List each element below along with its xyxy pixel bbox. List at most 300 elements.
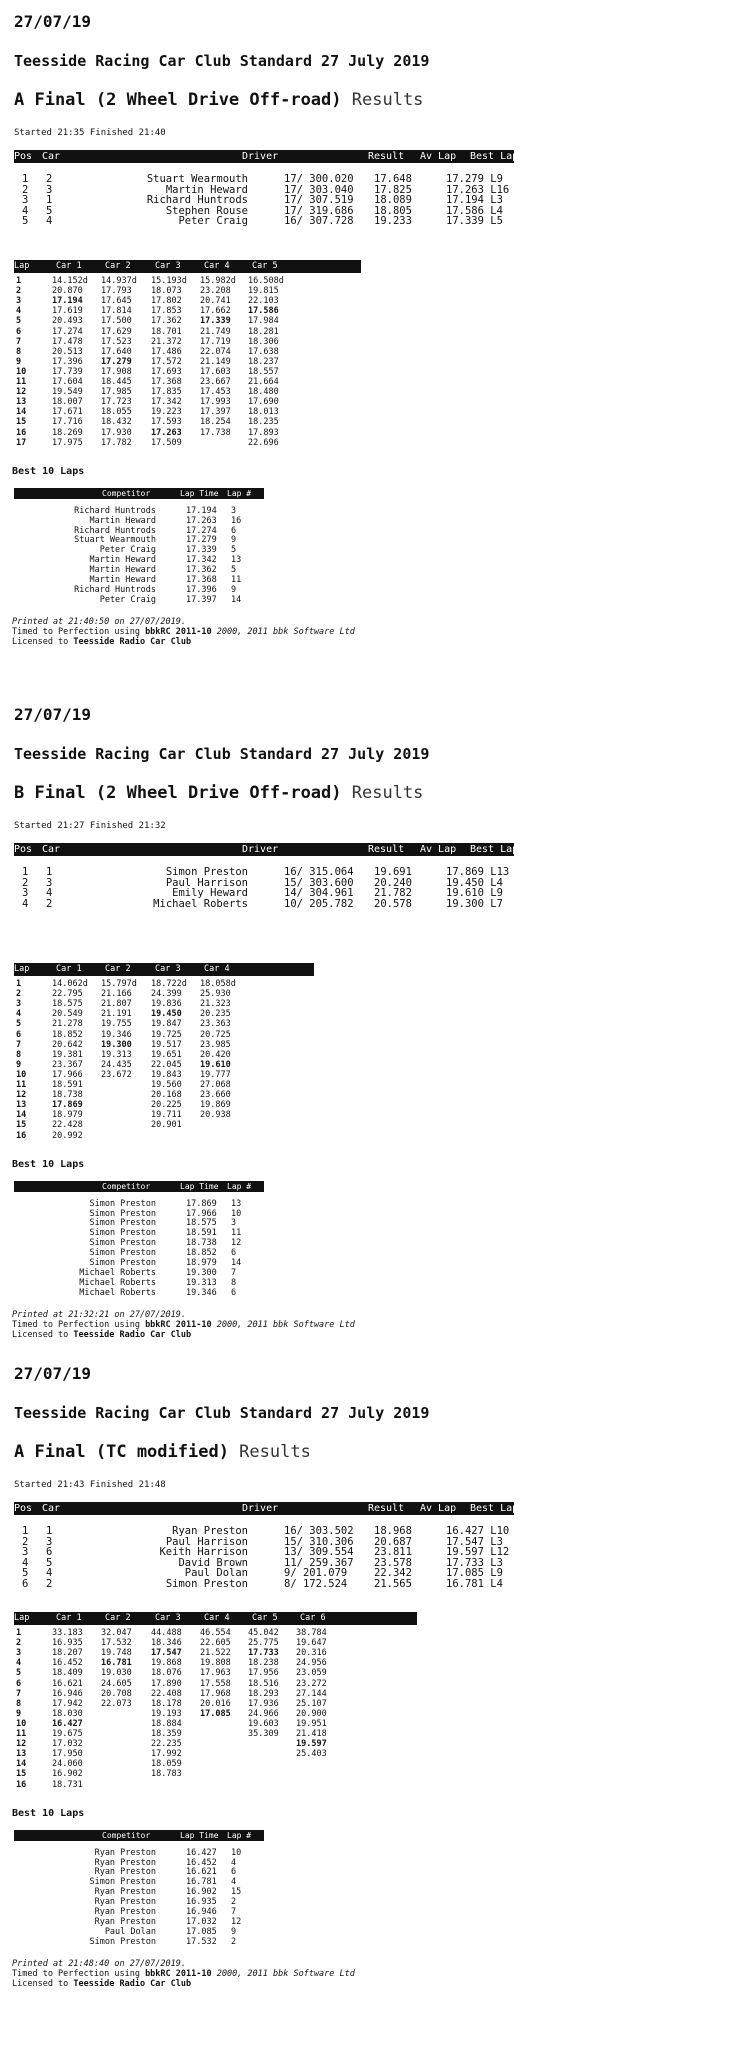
lap-time: 23.672: [101, 1069, 132, 1080]
licensee-name: Teesside Radio Car Club: [73, 1329, 192, 1340]
best-lap-number: 10: [231, 1847, 242, 1858]
lap-time: 17.942: [52, 1698, 83, 1709]
result-cell: 3: [46, 1535, 53, 1548]
car-col-header: Car 5: [252, 1613, 278, 1623]
result-cell: 1: [22, 866, 29, 878]
lap-row: [14, 397, 434, 407]
lap-row: [14, 1749, 434, 1759]
result-cell: Paul Harrison: [165, 1535, 248, 1548]
lap-number: 4: [16, 1658, 22, 1669]
results-col-header: Car: [42, 844, 61, 855]
results-col-header: Car: [42, 1503, 61, 1514]
lap-time: 17.908: [101, 366, 132, 377]
lap-time: 19.847: [151, 1019, 182, 1030]
best-lap-row: [0, 1268, 300, 1278]
lap-number: 12: [16, 387, 27, 398]
lap-time: 18.058d: [200, 979, 236, 989]
lap-row: [14, 1090, 434, 1100]
results-col-header: Pos: [14, 844, 33, 855]
lap-row: [14, 276, 434, 286]
best-lap-time: 17.279: [186, 535, 217, 546]
lap-time: 19.610: [200, 1059, 231, 1070]
lap-row: [14, 999, 434, 1009]
lap-number: 11: [16, 1080, 27, 1090]
result-cell: 17.339 L5: [446, 215, 503, 228]
result-row: [0, 888, 742, 899]
best-lap-number: 7: [231, 1267, 237, 1278]
best-lap-number: 13: [231, 555, 242, 566]
lap-number: 4: [16, 1009, 22, 1020]
lap-time: 16.452: [52, 1658, 83, 1669]
lap-time: 17.263: [151, 427, 182, 438]
lap-number: 1: [16, 276, 22, 286]
lap-time: 23.363: [200, 1019, 231, 1030]
lap-time: 19.748: [101, 1648, 132, 1659]
lap-number: 16: [16, 1130, 27, 1141]
lap-time: 17.963: [200, 1668, 231, 1679]
lap-time: 17.362: [151, 316, 182, 327]
lap-time: 17.890: [151, 1678, 182, 1689]
lap-time: 18.076: [151, 1668, 182, 1679]
lap-time: 20.420: [200, 1049, 231, 1060]
best-lap-row: [0, 595, 300, 605]
result-cell: 17.194 L3: [446, 194, 503, 207]
best-lap-number: 4: [231, 1857, 237, 1868]
lap-time: 22.408: [151, 1688, 182, 1699]
competitor-name: Ryan Preston: [94, 1867, 156, 1878]
result-cell: 16/ 307.728: [284, 215, 354, 228]
results-col-header: Pos: [14, 1503, 33, 1514]
result-cell: 5: [46, 1556, 53, 1569]
lap-number: 8: [16, 346, 22, 357]
lap-time: 27.068: [200, 1080, 231, 1090]
lap-time: 15.982d: [200, 276, 236, 286]
lap-time: 33.183: [52, 1628, 83, 1638]
lap-header-bar: [14, 1612, 417, 1625]
lap-time: 19.300: [101, 1039, 132, 1050]
result-cell: 5: [46, 204, 53, 217]
result-cell: 4: [46, 887, 53, 900]
lap-time: 18.030: [52, 1708, 83, 1719]
lap-time: 19.675: [52, 1729, 83, 1739]
best-lap-row: [0, 1248, 300, 1258]
result-cell: 9/ 201.079: [284, 1567, 348, 1580]
lap-number: 6: [16, 1029, 22, 1040]
lap-time: 20.168: [151, 1090, 182, 1101]
lap-time: 19.193: [151, 1708, 182, 1719]
lap-time: 17.739: [52, 366, 83, 377]
result-cell: 17/ 319.686: [284, 204, 354, 217]
lap-time: 18.884: [151, 1718, 182, 1729]
lap-number: 10: [16, 1718, 27, 1729]
best-lap-number: 13: [231, 1198, 242, 1209]
printed-line: Printed at 21:32:21 on 27/07/2019.: [12, 1309, 186, 1320]
car-col-header: Car 3: [155, 1613, 181, 1623]
best-lap-time: 19.346: [186, 1287, 217, 1298]
lap-number: 1: [16, 1628, 22, 1638]
results-col-header: Best Lap: [470, 1503, 519, 1514]
result-cell: 19.691: [374, 866, 412, 878]
lap-time: 18.409: [52, 1668, 83, 1679]
lap-time: 35.309: [248, 1729, 279, 1739]
lap-time: 20.642: [52, 1039, 83, 1050]
best-lap-time: 18.591: [186, 1228, 217, 1239]
final-name: B Final (2 Wheel Drive Off-road): [14, 783, 352, 803]
licensed-line: [12, 1979, 355, 1989]
lap-time: 16.902: [52, 1769, 83, 1780]
lap-time: 16.508d: [248, 276, 284, 286]
lap-row: [14, 1719, 434, 1729]
lap-row: [14, 1699, 434, 1709]
result-cell: Paul Harrison: [165, 876, 248, 889]
lap-row: [14, 1070, 434, 1080]
lap-time: 23.059: [296, 1668, 327, 1679]
lap-row: [14, 327, 434, 337]
lap-time: 17.956: [248, 1668, 279, 1679]
lap-row: [14, 1080, 434, 1090]
lap-time: 20.493: [52, 316, 83, 327]
best-lap-time: 17.194: [186, 505, 217, 516]
result-cell: 2: [46, 1578, 53, 1590]
lap-time: 18.073: [151, 286, 182, 297]
best-laps-header-bar: [14, 1830, 264, 1841]
result-cell: 17.279 L9: [446, 173, 503, 185]
lap-number: 7: [16, 1039, 22, 1050]
lap-time: 17.638: [248, 346, 279, 357]
lap-time: 19.755: [101, 1019, 132, 1030]
best-lap-number: 3: [231, 505, 237, 516]
results-header-bar: [14, 843, 519, 856]
lap-time: 17.368: [151, 377, 182, 387]
lap-time: 44.488: [151, 1628, 182, 1638]
lap-row: [14, 1769, 434, 1779]
lap-time: 17.486: [151, 346, 182, 357]
lap-time: 17.604: [52, 377, 83, 387]
lap-number: 5: [16, 1668, 22, 1679]
best-laps-col-header: Lap Time: [180, 1830, 219, 1840]
lap-time: 20.870: [52, 286, 83, 297]
result-cell: 4: [22, 204, 29, 217]
lap-row: [14, 1679, 434, 1689]
lap-col-header: Lap: [14, 964, 30, 974]
best-lap-row: [0, 535, 300, 545]
competitor-name: Ryan Preston: [94, 1916, 156, 1927]
results-label: Results: [351, 90, 424, 110]
lap-number: 9: [16, 1708, 22, 1719]
lap-row: [14, 407, 434, 417]
lap-number: 15: [16, 417, 27, 428]
lap-time: 17.640: [101, 346, 132, 357]
results-col-header: Result: [368, 844, 405, 855]
lap-number: 10: [16, 1069, 27, 1080]
lap-row: [14, 337, 434, 347]
lap-time: 19.603: [248, 1718, 279, 1729]
best-lap-number: 11: [231, 1228, 242, 1239]
licensee-name: Teesside Radio Car Club: [73, 1978, 192, 1989]
lap-time: 17.532: [101, 1638, 132, 1649]
best-laps-col-header: Competitor: [102, 1830, 151, 1840]
lap-time: 18.346: [151, 1638, 182, 1649]
result-row: [0, 206, 742, 217]
best-lap-row: [0, 1927, 300, 1937]
result-cell: 17.547 L3: [446, 1535, 503, 1548]
lap-time: 17.671: [52, 407, 83, 418]
best-lap-number: 6: [231, 525, 237, 536]
best-lap-time: 17.362: [186, 565, 217, 576]
competitor-name: Simon Preston: [89, 1248, 156, 1259]
lap-time: 18.852: [52, 1029, 83, 1040]
lap-time: 17.586: [248, 306, 279, 317]
lap-time: 17.509: [151, 437, 182, 448]
lap-time: 17.342: [151, 397, 182, 408]
lap-time: 17.619: [52, 306, 83, 317]
lap-time: 25.107: [296, 1698, 327, 1709]
car-col-header: Car 5: [252, 261, 278, 271]
start-finish-times: Started 21:43 Finished 21:48: [14, 1480, 166, 1490]
lap-time: 17.716: [52, 417, 83, 428]
lap-row: [14, 428, 434, 438]
best-lap-time: 19.300: [186, 1267, 217, 1278]
result-cell: Michael Roberts: [153, 897, 248, 910]
lap-number: 15: [16, 1120, 27, 1131]
lap-time: 19.549: [52, 387, 83, 398]
result-cell: 5: [22, 1567, 29, 1580]
result-cell: 16/ 315.064: [284, 866, 354, 878]
final-title: [14, 783, 423, 803]
lap-time: 19.381: [52, 1049, 83, 1060]
result-cell: 1: [22, 173, 29, 185]
lap-time: 27.144: [296, 1688, 327, 1699]
result-cell: Simon Preston: [165, 866, 248, 878]
results-label: Results: [239, 1442, 311, 1462]
lap-row: [14, 438, 434, 448]
lap-time: 19.808: [200, 1658, 231, 1669]
lap-time: 24.060: [52, 1759, 83, 1770]
results-header-bar: [14, 1502, 519, 1515]
lap-time: 17.603: [200, 366, 231, 377]
best-lap-time: 17.532: [186, 1936, 217, 1947]
best-lap-number: 10: [231, 1208, 242, 1219]
lap-time: 45.042: [248, 1628, 279, 1638]
result-cell: 1: [22, 1525, 29, 1537]
lap-time: 17.950: [52, 1749, 83, 1760]
lap-number: 8: [16, 1049, 22, 1060]
best-lap-time: 17.263: [186, 515, 217, 526]
lap-time: 17.693: [151, 366, 182, 377]
lap-row: [14, 306, 434, 316]
lap-time: 17.975: [52, 437, 83, 448]
lap-time: 16.621: [52, 1678, 83, 1689]
best-laps-col-header: Lap Time: [180, 1181, 219, 1191]
lap-row: [14, 1638, 434, 1648]
best-laps-title: Best 10 Laps: [12, 1807, 85, 1819]
best-lap-row: [0, 585, 300, 595]
lap-row: [14, 347, 434, 357]
lap-time: 17.738: [200, 427, 231, 438]
result-cell: 17.869 L13: [446, 866, 510, 878]
lap-row: [14, 357, 434, 367]
best-lap-row: [0, 1907, 300, 1917]
lap-time: 23.660: [200, 1090, 231, 1101]
result-cell: 5: [22, 215, 29, 228]
lap-number: 10: [16, 366, 27, 377]
competitor-name: Simon Preston: [89, 1198, 156, 1209]
result-cell: 19.300 L7: [446, 897, 503, 910]
lap-time: 17.984: [248, 316, 279, 327]
lap-time: 19.450: [151, 1009, 182, 1020]
car-col-header: Car 3: [155, 964, 181, 974]
best-lap-row: [0, 1218, 300, 1228]
competitor-name: Ryan Preston: [94, 1857, 156, 1868]
best-lap-number: 6: [231, 1287, 237, 1298]
lap-row: [14, 296, 434, 306]
best-lap-time: 16.781: [186, 1877, 217, 1888]
lap-row: [14, 1131, 434, 1141]
best-lap-time: 16.902: [186, 1887, 217, 1898]
best-lap-row: [0, 545, 300, 555]
lap-number: 13: [16, 1100, 27, 1111]
result-row: [0, 1537, 742, 1548]
lap-time: 17.558: [200, 1678, 231, 1689]
lap-time: 18.557: [248, 366, 279, 377]
printed-line: Printed at 21:40:50 on 27/07/2019.: [12, 616, 186, 627]
car-col-header: Car 1: [56, 261, 82, 271]
lap-time: 17.085: [200, 1708, 231, 1719]
best-lap-time: 18.575: [186, 1218, 217, 1229]
result-cell: 6: [46, 1546, 53, 1559]
lap-time: 24.605: [101, 1678, 132, 1689]
lap-time: 18.731: [52, 1779, 83, 1790]
lap-row: [14, 387, 434, 397]
lap-number: 2: [16, 286, 22, 297]
print-footer: [12, 1310, 355, 1340]
result-cell: Peter Craig: [178, 215, 248, 228]
lap-time: 17.478: [52, 336, 83, 347]
best-lap-time: 16.946: [186, 1907, 217, 1917]
result-cell: 8/ 172.524: [284, 1578, 348, 1590]
lap-number: 7: [16, 336, 22, 347]
lap-number: 14: [16, 1110, 27, 1121]
result-cell: 17.648: [374, 173, 412, 185]
lap-time: 19.560: [151, 1080, 182, 1090]
lap-time: 17.835: [151, 387, 182, 398]
lap-time: 23.667: [200, 377, 231, 387]
lap-time: 18.238: [248, 1658, 279, 1669]
results-col-header: Best Lap: [470, 151, 519, 162]
competitor-name: Michael Roberts: [79, 1267, 156, 1278]
best-lap-row: [0, 1917, 300, 1927]
best-lap-row: [0, 1867, 300, 1877]
result-row: [0, 1579, 742, 1590]
lap-row: [14, 1739, 434, 1749]
best-lap-number: 14: [231, 1258, 242, 1268]
lap-time: 20.316: [296, 1648, 327, 1659]
lap-time: 17.930: [101, 427, 132, 438]
lap-time: 18.293: [248, 1688, 279, 1699]
lap-time: 18.480: [248, 387, 279, 398]
lap-time: 20.549: [52, 1009, 83, 1020]
lap-time: 18.059: [151, 1759, 182, 1770]
competitor-name: Ryan Preston: [94, 1847, 156, 1858]
sheet-date: 27/07/19: [14, 705, 92, 724]
result-cell: 20.240: [374, 876, 412, 889]
lap-number: 6: [16, 326, 22, 337]
lap-time: 17.802: [151, 296, 182, 307]
best-lap-row: [0, 1877, 300, 1887]
competitor-name: Michael Roberts: [79, 1287, 156, 1298]
lap-time: 17.662: [200, 306, 231, 317]
lap-time: 18.055: [101, 407, 132, 418]
lap-time: 22.074: [200, 346, 231, 357]
result-cell: 15/ 310.306: [284, 1535, 354, 1548]
results-col-header: Av Lap: [420, 151, 457, 162]
result-cell: 4: [46, 1567, 53, 1580]
club-heading: Teesside Racing Car Club Standard 27 July 2019: [14, 1404, 430, 1422]
result-cell: Simon Preston: [165, 1578, 248, 1590]
lap-time: 24.399: [151, 989, 182, 1000]
lap-time: 18.445: [101, 377, 132, 387]
lap-time: 20.901: [151, 1120, 182, 1131]
lap-time: 20.235: [200, 1009, 231, 1020]
lap-time: 19.597: [296, 1739, 327, 1750]
lap-time: 19.651: [151, 1049, 182, 1060]
lap-time: 19.725: [151, 1029, 182, 1040]
lap-time: 20.900: [296, 1708, 327, 1719]
lap-number: 9: [16, 1059, 22, 1070]
licensed-line: [12, 637, 355, 647]
lap-number: 4: [16, 306, 22, 317]
result-cell: 23.578: [374, 1556, 412, 1569]
lap-time: 20.992: [52, 1130, 83, 1141]
lap-time: 23.367: [52, 1059, 83, 1070]
lap-time: 16.427: [52, 1718, 83, 1729]
lap-time: 17.853: [151, 306, 182, 317]
competitor-name: Ryan Preston: [94, 1897, 156, 1908]
best-lap-time: 17.339: [186, 545, 217, 556]
competitor-name: Simon Preston: [89, 1877, 156, 1888]
result-cell: 21.782: [374, 887, 412, 900]
lap-time: 19.517: [151, 1039, 182, 1050]
lap-time: 14.152d: [52, 276, 88, 286]
lap-time: 20.741: [200, 296, 231, 307]
results-col-header: Pos: [14, 151, 33, 162]
print-footer: [12, 1959, 355, 1989]
result-cell: 19.610 L9: [446, 887, 503, 900]
result-cell: Stephen Rouse: [165, 204, 248, 217]
best-lap-number: 11: [231, 575, 242, 585]
result-cell: Martin Heward: [165, 183, 248, 196]
lap-row: [14, 1110, 434, 1120]
lap-row: [14, 1120, 434, 1130]
lap-time: 15.193d: [151, 276, 187, 286]
best-lap-time: 16.427: [186, 1847, 217, 1858]
result-cell: 18.089: [374, 194, 412, 207]
result-row: [0, 216, 742, 227]
lap-time: 18.007: [52, 397, 83, 408]
best-lap-time: 17.032: [186, 1916, 217, 1927]
lap-time: 18.738: [52, 1090, 83, 1101]
best-lap-number: 14: [231, 594, 242, 605]
result-cell: 2: [22, 1535, 29, 1548]
best-lap-time: 17.396: [186, 584, 217, 595]
lap-time: 17.782: [101, 437, 132, 448]
result-cell: 3: [22, 1546, 29, 1559]
result-cell: 1: [46, 866, 53, 878]
results-col-header: Car: [42, 151, 61, 162]
result-cell: 17/ 300.020: [284, 173, 354, 185]
lap-time: 19.346: [101, 1029, 132, 1040]
lap-time: 22.103: [248, 296, 279, 307]
